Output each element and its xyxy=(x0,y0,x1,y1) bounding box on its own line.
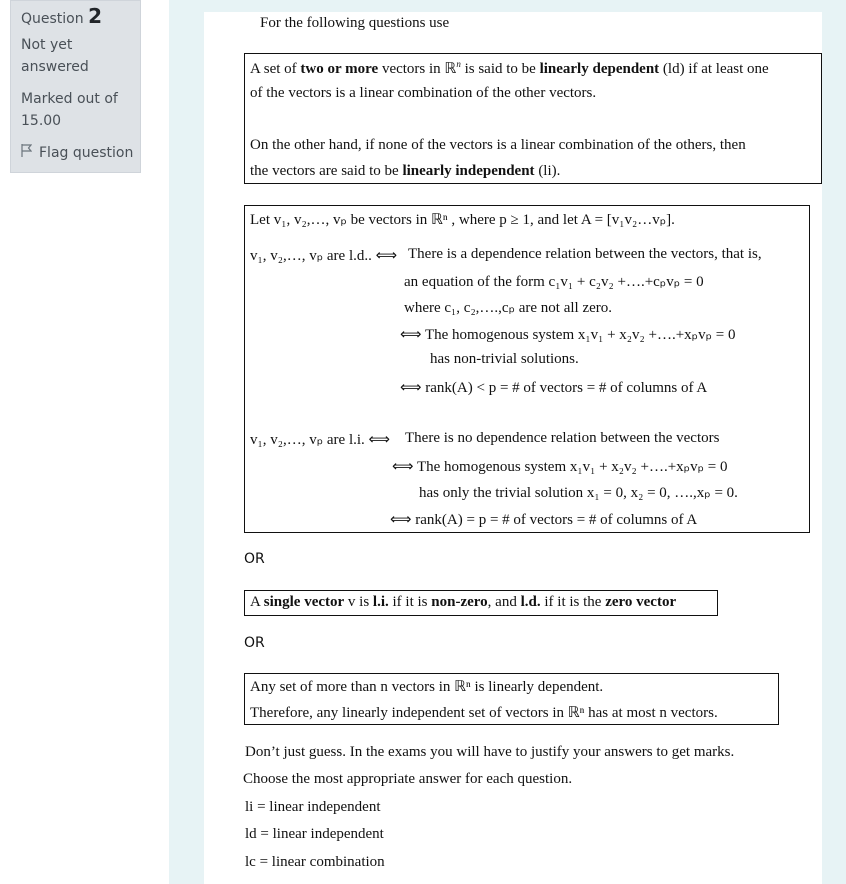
li-heading: v₁, v₂,…, vₚ are l.i. ⟺ xyxy=(250,432,391,448)
li-line-3: has only the trivial solution x₁ = 0, x₂ = 0, ….,xₚ = 0. xyxy=(419,485,738,501)
ld-line-6: ⟺ rank(A) < p = # of vectors = # of columns of A xyxy=(400,380,708,396)
question-number-value: 2 xyxy=(88,4,102,28)
note-choose: Choose the most appropriate answer for each question. xyxy=(243,771,573,787)
definition-line-3: On the other hand, if none of the vectors is a linear combination of the others, then xyxy=(250,137,746,153)
ld-heading: v₁, v₂,…, vₚ are l.d.. ⟺ xyxy=(250,248,398,264)
state-line-2: answered xyxy=(21,59,89,75)
question-number xyxy=(21,5,140,30)
ld-line-4: ⟺ The homogenous system x₁v₁ + x₂v₂ +….+xₚvₚ = 0 xyxy=(400,327,736,343)
dimension-line-2: Therefore, any linearly independent set of vectors in ℝⁿ has at most n vectors. xyxy=(250,705,718,721)
ld-line-5: has non-trivial solutions. xyxy=(430,351,579,367)
dimension-line-1: Any set of more than n vectors in ℝⁿ is linearly dependent. xyxy=(250,679,604,695)
question-marks xyxy=(21,88,140,132)
intro-text: For the following questions use xyxy=(260,15,450,31)
flag-icon xyxy=(21,142,33,164)
ld-line-1: There is a dependence relation between the vectors, that is, xyxy=(408,246,762,262)
single-vector-text: A single vector v is l.i. if it is non-zero, and l.d. if it is the zero vector xyxy=(250,594,677,610)
definition-line-1: A set of two or more vectors in ℝ$^n$ is said to be linearly dependent (ld) if at least one xyxy=(250,59,769,77)
abbrev-lc: lc = linear combination xyxy=(245,854,385,870)
state-line-1: Not yet xyxy=(21,37,73,53)
theorem-setup: Let v₁, v₂,…, vₚ be vectors in ℝⁿ , where p ≥ 1, and let A = [v₁v₂…vₚ]. xyxy=(250,212,675,228)
marks-line-2: 15.00 xyxy=(21,113,62,129)
ld-line-2: an equation of the form c₁v₁ + c₂v₂ +….+cₚvₚ = 0 xyxy=(404,274,704,290)
definition-line-2: of the vectors is a linear combination of the other vectors. xyxy=(250,85,597,101)
abbrev-li: li = linear independent xyxy=(245,799,381,815)
flag-question-label: Flag question xyxy=(39,145,134,161)
note-justify: Don’t just guess. In the exams you will have to justify your answers to get marks. xyxy=(245,744,735,760)
question-info-panel xyxy=(10,0,141,173)
flag-question-button[interactable] xyxy=(21,142,140,164)
definition-line-4: the vectors are said to be linearly independent (li). xyxy=(250,163,561,179)
marks-line-1: Marked out of xyxy=(21,91,118,107)
question-state xyxy=(21,34,140,78)
abbrev-ld: ld = linear independent xyxy=(245,826,384,842)
question-label: Question xyxy=(21,11,84,27)
li-line-2: ⟺ The homogenous system x₁v₁ + x₂v₂ +….+xₚvₚ = 0 xyxy=(392,459,728,475)
li-line-1: There is no dependence relation between the vectors xyxy=(405,430,720,446)
ld-line-3: where c₁, c₂,….,cₚ are not all zero. xyxy=(404,300,613,316)
or-separator-1: OR xyxy=(244,551,265,567)
li-line-4: ⟺ rank(A) = p = # of vectors = # of columns of A xyxy=(390,512,698,528)
or-separator-2: OR xyxy=(244,635,265,651)
